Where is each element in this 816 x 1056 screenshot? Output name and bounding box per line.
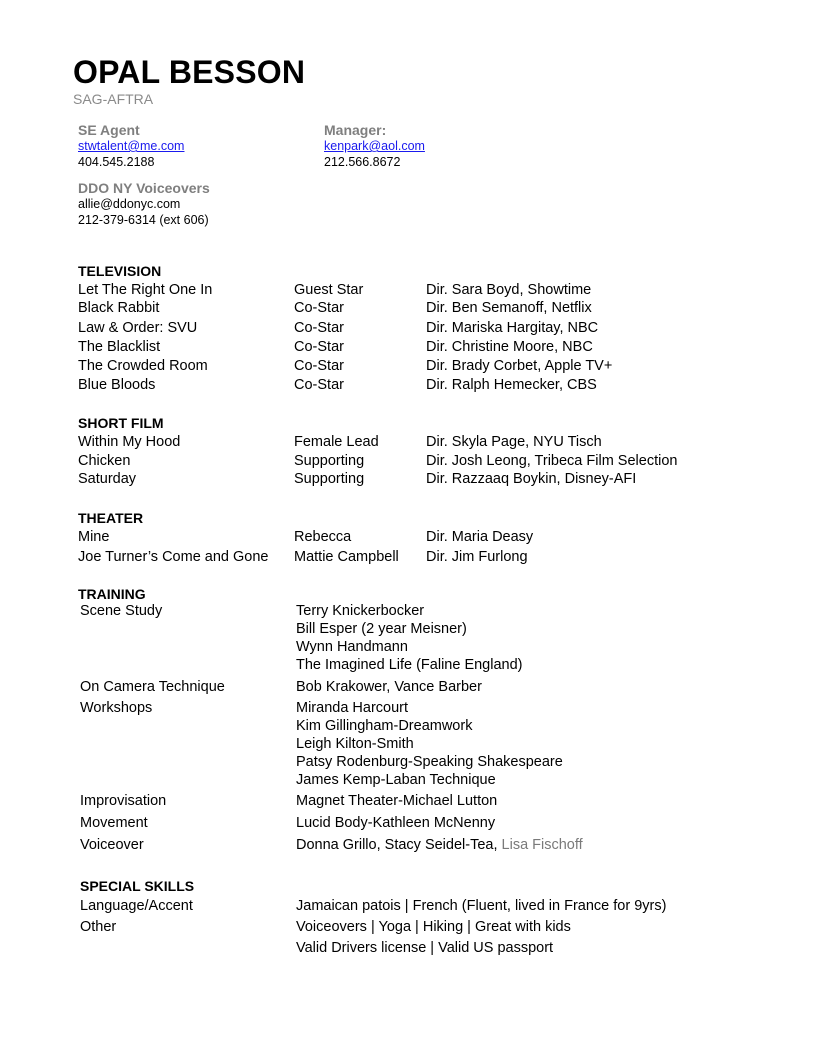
training-teacher-grey: Lisa Fischoff — [501, 837, 583, 853]
special-skills-heading: SPECIAL SKILLS — [80, 878, 195, 894]
credit-title: Blue Bloods — [78, 377, 156, 393]
training-voiceover-teachers — [296, 837, 583, 853]
television-heading: TELEVISION — [78, 263, 162, 279]
credit-title: Black Rabbit — [78, 300, 160, 316]
credit-title: Mine — [78, 529, 110, 545]
training-label-voiceover: Voiceover — [80, 837, 144, 853]
skills-label-other: Other — [80, 919, 117, 935]
credit-director: Dir. Ralph Hemecker, CBS — [426, 377, 597, 393]
training-teacher: Leigh Kilton-Smith — [296, 736, 414, 752]
se-agent-phone: 404.545.2188 — [78, 155, 155, 169]
training-teacher: Donna Grillo, Stacy Seidel-Tea, — [296, 837, 498, 853]
credit-role: Female Lead — [294, 434, 379, 450]
voiceover-agency-phone: 212-379-6314 (ext 606) — [78, 213, 209, 227]
training-teacher: Miranda Harcourt — [296, 700, 409, 716]
training-label-workshops: Workshops — [80, 700, 153, 716]
skills-other-value: Voiceovers | Yoga | Hiking | Great with kids — [296, 919, 571, 935]
credit-role: Supporting — [294, 453, 365, 469]
voiceover-agency-heading: DDO NY Voiceovers — [78, 180, 210, 196]
training-teacher: Terry Knickerbocker — [296, 603, 425, 619]
skills-other-value: Valid Drivers license | Valid US passport — [296, 940, 554, 956]
training-teacher: Lucid Body-Kathleen McNenny — [296, 815, 496, 831]
credit-director: Dir. Skyla Page, NYU Tisch — [426, 434, 602, 450]
credit-director: Dir. Christine Moore, NBC — [426, 339, 593, 355]
training-teacher: Patsy Rodenburg-Speaking Shakespeare — [296, 754, 563, 770]
short-film-heading: SHORT FILM — [78, 415, 164, 431]
credit-director: Dir. Razzaaq Boykin, Disney-AFI — [426, 471, 637, 487]
se-agent-email-link[interactable]: stwtalent@me.com — [78, 139, 185, 153]
credit-role: Supporting — [294, 471, 365, 487]
credit-title: The Blacklist — [78, 339, 161, 355]
credit-role: Co-Star — [294, 358, 344, 374]
skills-label-language: Language/Accent — [80, 898, 193, 914]
credit-role: Co-Star — [294, 320, 344, 336]
skills-language-value: Jamaican patois | French (Fluent, lived in France for 9yrs) — [296, 898, 667, 914]
credit-title: Joe Turner’s Come and Gone — [78, 549, 269, 565]
credit-director: Dir. Jim Furlong — [426, 549, 528, 565]
se-agent-heading: SE Agent — [78, 122, 140, 138]
manager-phone: 212.566.8672 — [324, 155, 401, 169]
training-teacher: Kim Gillingham-Dreamwork — [296, 718, 473, 734]
credit-director: Dir. Sara Boyd, Showtime — [426, 282, 592, 298]
union-affiliation: SAG-AFTRA — [73, 91, 154, 107]
credit-director: Dir. Maria Deasy — [426, 529, 534, 545]
credit-title: Saturday — [78, 471, 137, 487]
training-label-movement: Movement — [80, 815, 148, 831]
training-teacher: Magnet Theater-Michael Lutton — [296, 793, 498, 809]
training-heading: TRAINING — [78, 586, 146, 602]
actor-name: OPAL BESSON — [73, 54, 306, 90]
credit-title: Let The Right One In — [78, 282, 213, 298]
credit-director: Dir. Ben Semanoff, Netflix — [426, 300, 592, 316]
credit-role: Rebecca — [294, 529, 352, 545]
training-teacher: Bob Krakower, Vance Barber — [296, 679, 482, 695]
voiceover-agency-email: allie@ddonyc.com — [78, 197, 181, 211]
theater-heading: THEATER — [78, 510, 144, 526]
credit-title: Law & Order: SVU — [78, 320, 198, 336]
credit-role: Co-Star — [294, 339, 344, 355]
training-label-on-camera: On Camera Technique — [80, 679, 225, 695]
training-teacher: James Kemp-Laban Technique — [296, 772, 496, 788]
training-teacher: Bill Esper (2 year Meisner) — [296, 621, 467, 637]
credit-director: Dir. Mariska Hargitay, NBC — [426, 320, 599, 336]
credit-role: Guest Star — [294, 282, 364, 298]
credit-director: Dir. Josh Leong, Tribeca Film Selection — [426, 453, 678, 469]
credit-role: Mattie Campbell — [294, 549, 399, 565]
credit-role: Co-Star — [294, 377, 344, 393]
training-teacher: Wynn Handmann — [296, 639, 408, 655]
training-teacher: The Imagined Life (Faline England) — [296, 657, 523, 673]
manager-email-link[interactable]: kenpark@aol.com — [324, 139, 425, 153]
credit-role: Co-Star — [294, 300, 344, 316]
credit-title: Chicken — [78, 453, 131, 469]
credit-director: Dir. Brady Corbet, Apple TV+ — [426, 358, 613, 374]
credit-title: Within My Hood — [78, 434, 181, 450]
training-label-scene-study: Scene Study — [80, 603, 163, 619]
training-label-improvisation: Improvisation — [80, 793, 167, 809]
credit-title: The Crowded Room — [78, 358, 208, 374]
manager-heading: Manager: — [324, 122, 387, 138]
